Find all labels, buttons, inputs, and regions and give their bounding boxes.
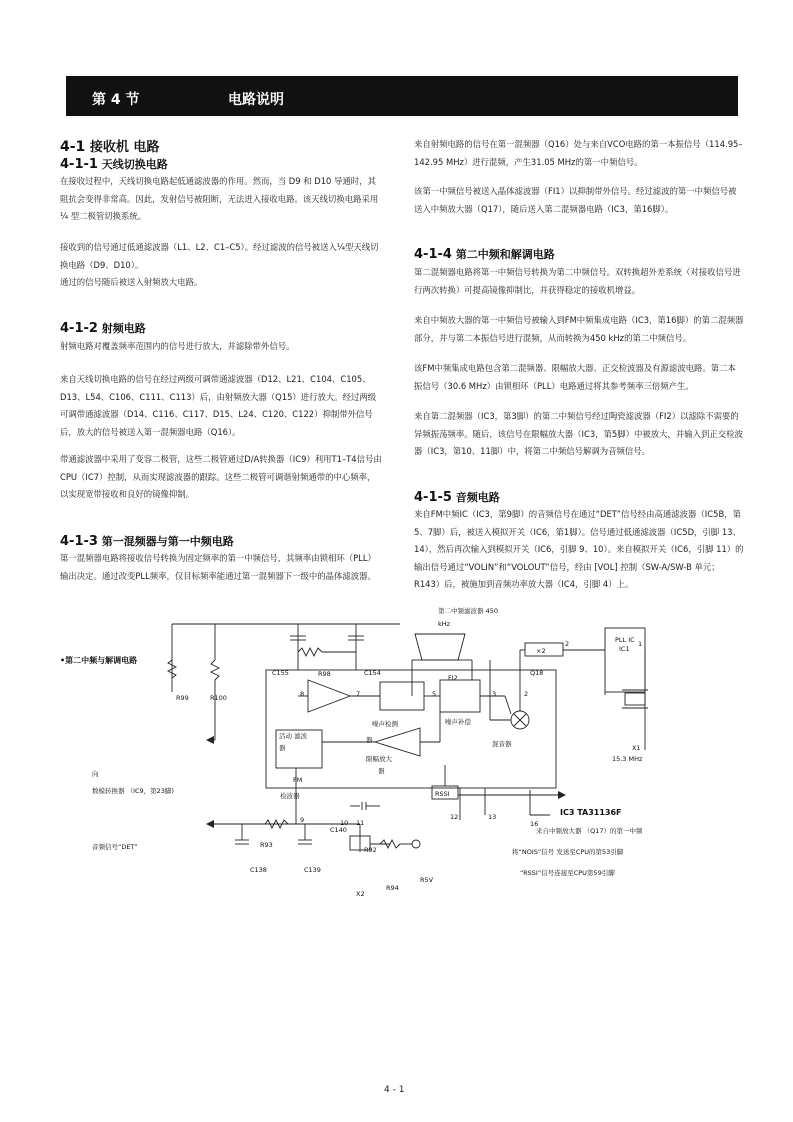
from-if-amp-label: 来自中频放大器 （Q17）的第一中频 [536,827,643,835]
c140-label: C140 [330,826,347,834]
pll-ic-label: PLL IC [615,636,635,644]
pin-label: 3 [492,690,497,698]
paragraph: 来自射频电路的信号在第一混频器（Q16）处与来自VCO电路的第一本振信号（114.95–142.95 MHz）进行混频，产生31.05 MHz的第一中频信号。 [414,139,743,167]
heading-4-1-4: 4-1-4 第二中频和解调电路 [414,247,555,262]
noise-detector-label: 噪声检测 [372,720,398,728]
paragraph: 带通滤波器中采用了变容二极管，这些二极管通过D/A转换器（IC9）利用T1–T4信号由CPU（IC7）控制，从而实现滤波器的跟踪。这些二极管可调谐射频通带的中心频率，以实现宽带接收和良好的镜像抑制。 [60,454,382,500]
active-filter-label-2: 器 [279,744,286,752]
rssi-label: RSSI [435,790,450,798]
pin-label: 7 [356,690,361,698]
q18-label: Q18 [530,669,544,677]
pin-label: 9 [300,816,305,824]
c139-label: C139 [304,866,321,874]
r92-label: R92 [364,846,377,854]
pin-label: 2 [565,640,570,648]
fi2-label: FI2 [448,674,458,682]
khz-label: kHz [438,620,451,628]
audio-det-label: 音频信号“DET” [92,843,138,851]
r5v-label: R5V [420,876,434,884]
r98-label: R98 [318,670,331,678]
pin-label: 2 [524,690,529,698]
noise-comp-label: 噪声补偿 [445,718,471,726]
pin-label: 8 [300,690,305,698]
r94-label: R94 [386,884,399,892]
r93-label: R93 [260,841,273,849]
paragraph: 来自FM中频IC（IC3，第9脚）的音频信号在通过“DET”信号经由高通滤波器（IC5B，第5、7脚）后，被送入模拟开关（IC6，第1脚）。信号通过低通滤波器（IC5D，引脚 13、14），然后再次输入到模拟开关（IC6，引脚 9、10）。来自模拟开关（IC6，引脚 11）的输出信号通过“VOLIN”和“VOLOUT”信号，经由 [VOL] 控制（SW-A/SW-B 单元；R143）后，被施加到音频功率放大器（IC4，引脚 4）上。 [414,509,744,590]
x1-label: X1 [632,744,641,752]
limiter-amp-label: 限幅放大 [366,755,392,763]
rssi-note-label: “RSSI”信号连接至CPU第59引脚 [520,869,615,877]
page-number: 4 - 1 [384,1085,405,1095]
paragraph: 该第一中频信号被送入晶体滤波器（FI1）以抑制带外信号。经过滤波的第一中频信号被送入中频放大器（Q17），随后送入第二混频器电路（IC3，第16脚）。 [414,186,737,214]
paragraph: 第一混频器电路将接收信号转换为固定频率的第一中频信号，其频率由锁相环（PLL）输出决定。通过改变PLL频率，仅目标频率能通过第一混频器下一级中的晶体滤波器。 [60,553,376,581]
paragraph: 第二混频器电路将第一中频信号转换为第二中频信号。双转换超外差系统（对接收信号进行两次转换）可提高镜像抑制比，并获得稳定的接收机增益。 [414,267,741,295]
x1-freq-label: 15.3 MHz [612,755,643,763]
section-number: 第 4 节 [92,92,140,108]
paragraph: 在接收过程中，天线切换电路起低通滤波器的作用。然而，当 D9 和 D10 导通时，其阻抗会变得非常高。因此，发射信号被阻断，无法进入接收电路。该天线切换电路采用 ¼ 型二极管切换系统。 [60,176,379,222]
pin-label: 12 [450,813,459,821]
x2-label: X2 [356,890,365,898]
limiter-amp-label-2: 器 [378,767,385,775]
heading-4-1-1: 4-1-1 天线切换电路 [60,157,168,172]
c155-label: C155 [272,669,289,677]
r100-label: R100 [210,694,227,702]
mixer-label: 混音器 [492,740,512,748]
ic3-box [266,670,556,788]
paragraph: 该FM中频集成电路包含第二混频器、限幅放大器、正交检波器及有源滤波电路。第二本振信号（30.6 MHz）由锁相环（PLL）电路通过将其参考频率三倍频产生。 [414,363,736,391]
ceramic-filter-label: 第二中频滤波器 450 [438,607,498,615]
diagram-title: •第二中频与解调电路 [60,656,138,665]
active-filter-label: 活动 滤波 [279,732,308,740]
pin-label: 16 [530,820,539,828]
r99-label: R99 [176,694,189,702]
detector-label: 检波器 [280,792,300,800]
heading-4-1-3: 4-1-3 第一混频器与第一中频电路 [60,534,234,549]
c154-label: C154 [364,669,381,677]
ic3-label: IC3 TA31136F [560,808,622,817]
paragraph: 来自中频放大器的第一中频信号被输入到FM中频集成电路（IC3，第16脚）的第二混频器部分，并与第二本振信号进行混频，从而转换为450 kHz的第二中频信号。 [414,315,744,343]
c138-label: C138 [250,866,267,874]
nois-note-label: 将“NOIS”信号 发送至CPU的第53引脚 [512,848,624,856]
ic1-label: IC1 [619,645,630,653]
to-dac-label: 数模转换器 （IC9，第23脚) [92,787,174,795]
heading-4-1: 4-1 接收机 电路 [60,139,160,155]
circuit-diagram [60,600,760,910]
pin-label: 10 [340,819,349,827]
heading-4-1-5: 4-1-5 音频电路 [414,490,500,505]
fm-label: FM [293,776,303,784]
paragraph: 射频电路对覆盖频率范围内的信号进行放大，并滤除带外信号。 [60,341,295,351]
paragraph: 来自第二混频器（IC3，第3脚）的第二中频信号经过陶瓷滤波器（FI2）以滤除不需要的异频振荡频率。随后，该信号在限幅放大器（IC3，第5脚）中被放大，并输入到正交检波器（IC3，第10、11脚）中，将第二中频信号解调为音频信号。 [414,411,743,457]
heading-4-1-2: 4-1-2 射频电路 [60,321,146,336]
doubler-label: ×2 [536,647,546,655]
pin-label: 5 [432,690,437,698]
section-header-bar [66,76,738,116]
paragraph: 接收到的信号通过低通滤波器（L1、L2、C1–C5）。经过滤波的信号被送入¼型天线切换电路（D9、D10）。 [60,242,379,270]
noise-detector-label-2: 器 [366,736,373,744]
paragraph: 来自天线切换电路的信号在经过两级可调带通滤波器（D12、L21、C104、C105、D13、L54、C106、C111、C113）后，由射频放大器（Q15）进行放大。经过两级可调带通滤波器（D14、C116、C117、D15、L24、C120、C122）抑制带外信号后，放大的信号被送入第一混频器电路（Q16）。 [60,374,377,437]
section-title: 电路说明 [228,92,284,108]
pin-label: 11 [356,819,365,827]
pin-label: 1 [638,640,643,648]
paragraph: 通过的信号随后被送入射频放大电路。 [60,277,203,287]
to-label: 向 [92,770,99,778]
pin-label: 13 [488,813,497,821]
